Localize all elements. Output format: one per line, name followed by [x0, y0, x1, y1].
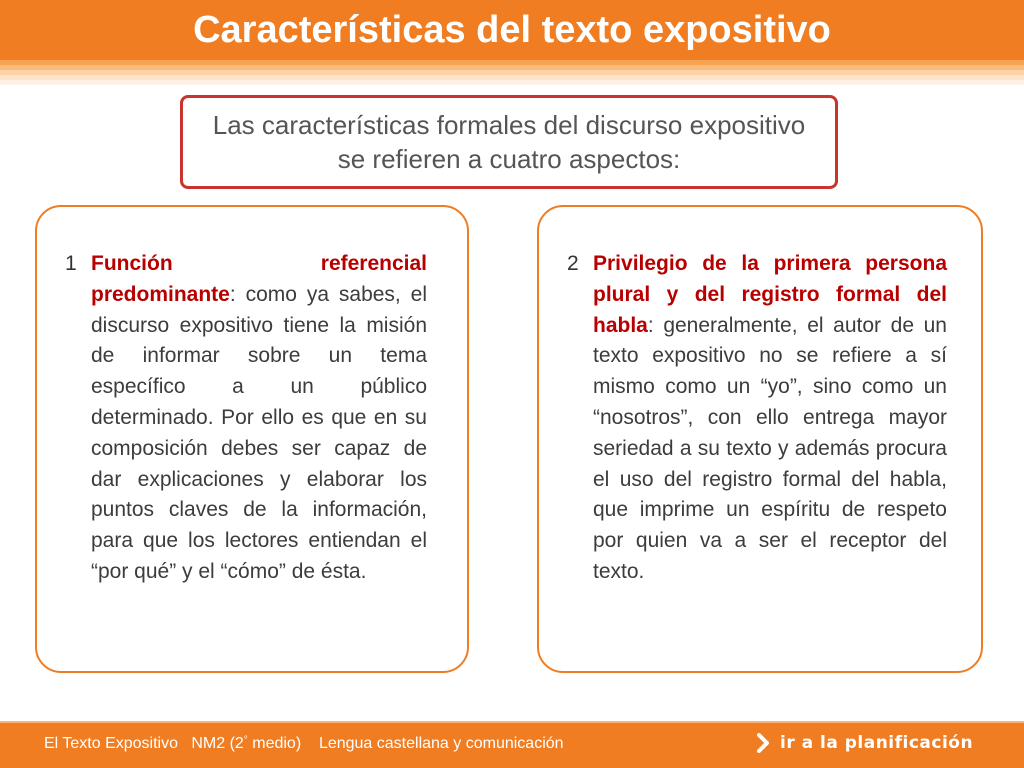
intro-text: Las características formales del discurso expositivo se refieren a cuatro aspectos: — [212, 110, 806, 174]
decorative-stripe — [0, 80, 1024, 85]
footer-level-prefix: NM2 (2 — [191, 735, 244, 752]
card-first-person-plural — [537, 205, 983, 673]
card-content — [65, 249, 427, 588]
slide-title: Características del texto expositivo — [193, 9, 831, 51]
footer-subject: El Texto Expositivo — [44, 735, 178, 752]
chevron-right-icon — [756, 733, 774, 753]
card-heading: Privilegio de la primera persona plural y del registro formal del habla — [593, 252, 947, 337]
footer-info — [44, 734, 564, 754]
card-paragraph — [593, 249, 947, 588]
card-function-referential — [35, 205, 469, 673]
footer-level-degree: ° — [243, 735, 248, 746]
card-heading: Función referencial predominante — [91, 252, 427, 306]
footer-level-suffix: medio) — [247, 735, 302, 752]
card-paragraph — [91, 249, 427, 588]
card-content — [567, 249, 947, 588]
footer-course: Lengua castellana y comunicación — [318, 735, 564, 752]
card-number: 1 — [65, 252, 77, 275]
go-to-planning-link[interactable] — [756, 731, 973, 755]
go-to-planning-label: ir a la planificación — [780, 733, 974, 753]
footer-divider — [0, 721, 1024, 723]
intro-box — [180, 95, 838, 189]
card-number: 2 — [567, 252, 579, 275]
card-body: : generalmente, el autor de un texto expositivo no se refiere a sí mismo como un “yo”, sino como un “nosotros”, con ello entrega mayor seriedad a su texto y además procura el uso del registro formal del habla, que imprime un espíritu de respeto por quien va a ser el receptor del texto. — [593, 313, 947, 583]
card-body: : como ya sabes, el discurso expositivo tiene la misión de informar sobre un tema específico a un público determinado. Por ello es que en su composición debes ser capaz de dar explicaciones y elaborar los puntos claves de la información, para que los lectores entiendan el “por qué” y el “cómo” de ésta. — [91, 282, 427, 583]
